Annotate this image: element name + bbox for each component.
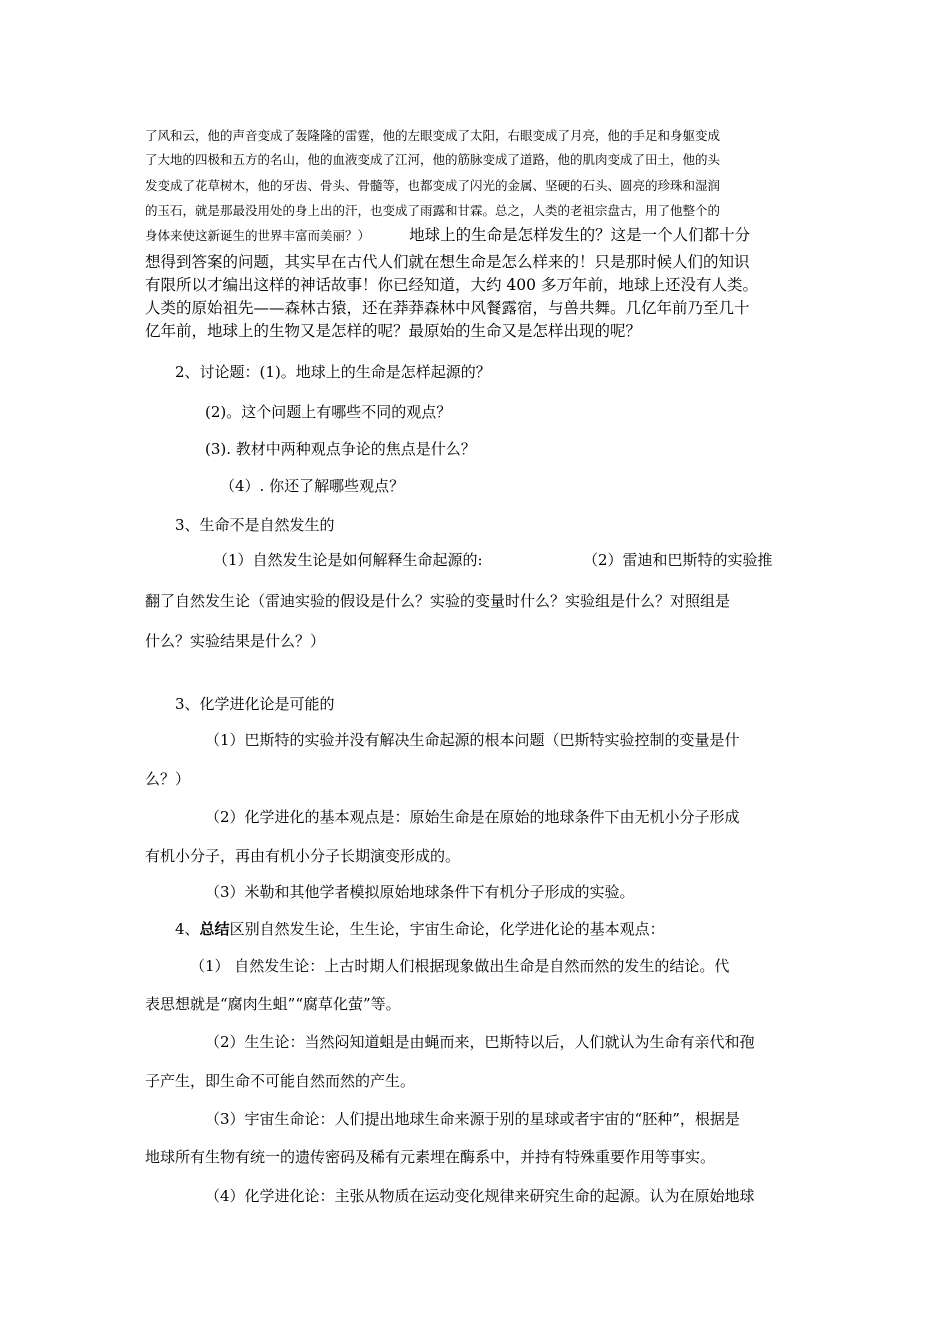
summary-item-4: （4）化学进化论：主张从物质在运动变化规律来研究生命的起源。认为在原始地球	[205, 1187, 755, 1205]
section-3b-item-2-cont: 有机小分子，再由有机小分子长期演变形成的。	[145, 847, 461, 865]
section-3b-item-1-cont: 么？）	[145, 770, 191, 788]
section-3a-item-2-cont-2: 什么？实验结果是什么？）	[145, 632, 326, 650]
section-3a-item-2: （2）雷迪和巴斯特的实验推	[583, 551, 773, 569]
discussion-q3: (3). 教材中两种观点争论的焦点是什么？	[205, 440, 476, 458]
section-3b-item-2: （2）化学进化的基本观点是：原始生命是在原始的地球条件下由无机小分子形成	[205, 808, 740, 826]
intro-line-2: 有限所以才编出这样的神话故事！你已经知道，大约 400 多万年前，地球上还没有人类。	[145, 276, 758, 294]
intro-line-start: 地球上的生命是怎样发生的？这是一个人们都十分	[409, 226, 751, 244]
summary-item-3-cont: 地球所有生物有统一的遗传密码及稀有元素埋在酶系中，并持有特殊重要作用等事实。	[145, 1148, 716, 1166]
discussion-q2: (2)。这个问题上有哪些不同的观点？	[205, 403, 452, 421]
intro-line-4: 亿年前，地球上的生物又是怎样的呢？最原始的生命又是怎样出现的呢？	[145, 322, 642, 340]
myth-line-2: 了大地的四极和五方的名山，他的血液变成了江河，他的筋脉变成了道路，他的肌肉变成了田土，他的头	[145, 152, 721, 167]
summary-item-2-cont: 子产生，即生命不可能自然而然的产生。	[145, 1072, 416, 1090]
section-3b-item-3: （3）米勒和其他学者模拟原始地球条件下有机分子形成的实验。	[205, 883, 635, 901]
summary-item-1: （1） 自然发生论：上古时期人们根据现象做出生命是自然而然的发生的结论。代	[190, 957, 730, 975]
section-3b-item-1: （1）巴斯特的实验并没有解决生命起源的根本问题（巴斯特实验控制的变量是什	[205, 731, 740, 749]
intro-line-1: 想得到答案的问题，其实早在古代人们就在想生命是怎么样来的！只是那时候人们的知识	[145, 253, 750, 271]
section-3b-title: 3、化学进化论是可能的	[175, 695, 335, 713]
myth-line-5-end: 身体来使这新诞生的世界丰富而美丽？）	[145, 228, 371, 243]
section-4-rest: 区别自然发生论，生生论，宇宙生命论，化学进化论的基本观点：	[229, 920, 665, 938]
discussion-q4: （4）. 你还了解哪些观点？	[220, 477, 405, 495]
intro-line-3: 人类的原始祖先——森林古猿，还在莽莽森林中风餐露宿，与兽共舞。几亿年前乃至几十	[145, 299, 750, 317]
summary-item-1-cont: 表思想就是“腐肉生蛆”“腐草化萤”等。	[145, 995, 401, 1013]
discussion-q1: 2、讨论题：(1)。地球上的生命是怎样起源的？	[175, 363, 491, 381]
myth-line-3: 发变成了花草树木，他的牙齿、骨头、骨髓等，也都变成了闪光的金属、坚硬的石头、圆亮的珍珠和湿润	[145, 178, 721, 193]
section-4-title	[175, 918, 840, 940]
section-4-bold: 总结	[199, 920, 230, 938]
section-3a-title: 3、生命不是自然发生的	[175, 516, 335, 534]
section-4-prefix: 4、	[175, 920, 200, 938]
myth-line-5	[145, 224, 810, 248]
myth-line-4: 的玉石，就是那最没用处的身上出的汗，也变成了雨露和甘霖。总之，人类的老祖宗盘古，用了他整个的	[145, 203, 721, 218]
myth-line-1: 了风和云，他的声音变成了轰隆隆的雷霆，他的左眼变成了太阳，右眼变成了月亮，他的手足和身躯变成	[145, 128, 721, 143]
summary-item-3: （3）宇宙生命论：人们提出地球生命来源于别的星球或者宇宙的“胚种”，根据是	[205, 1110, 740, 1128]
section-3a-item-1: （1）自然发生论是如何解释生命起源的:	[213, 551, 483, 569]
section-3a-item-2-cont-1: 翻了自然发生论（雷迪实验的假设是什么？实验的变量时什么？实验组是什么？对照组是	[145, 592, 731, 610]
summary-item-2: （2）生生论：当然闷知道蛆是由蝇而来，巴斯特以后，人们就认为生命有亲代和孢	[205, 1033, 755, 1051]
